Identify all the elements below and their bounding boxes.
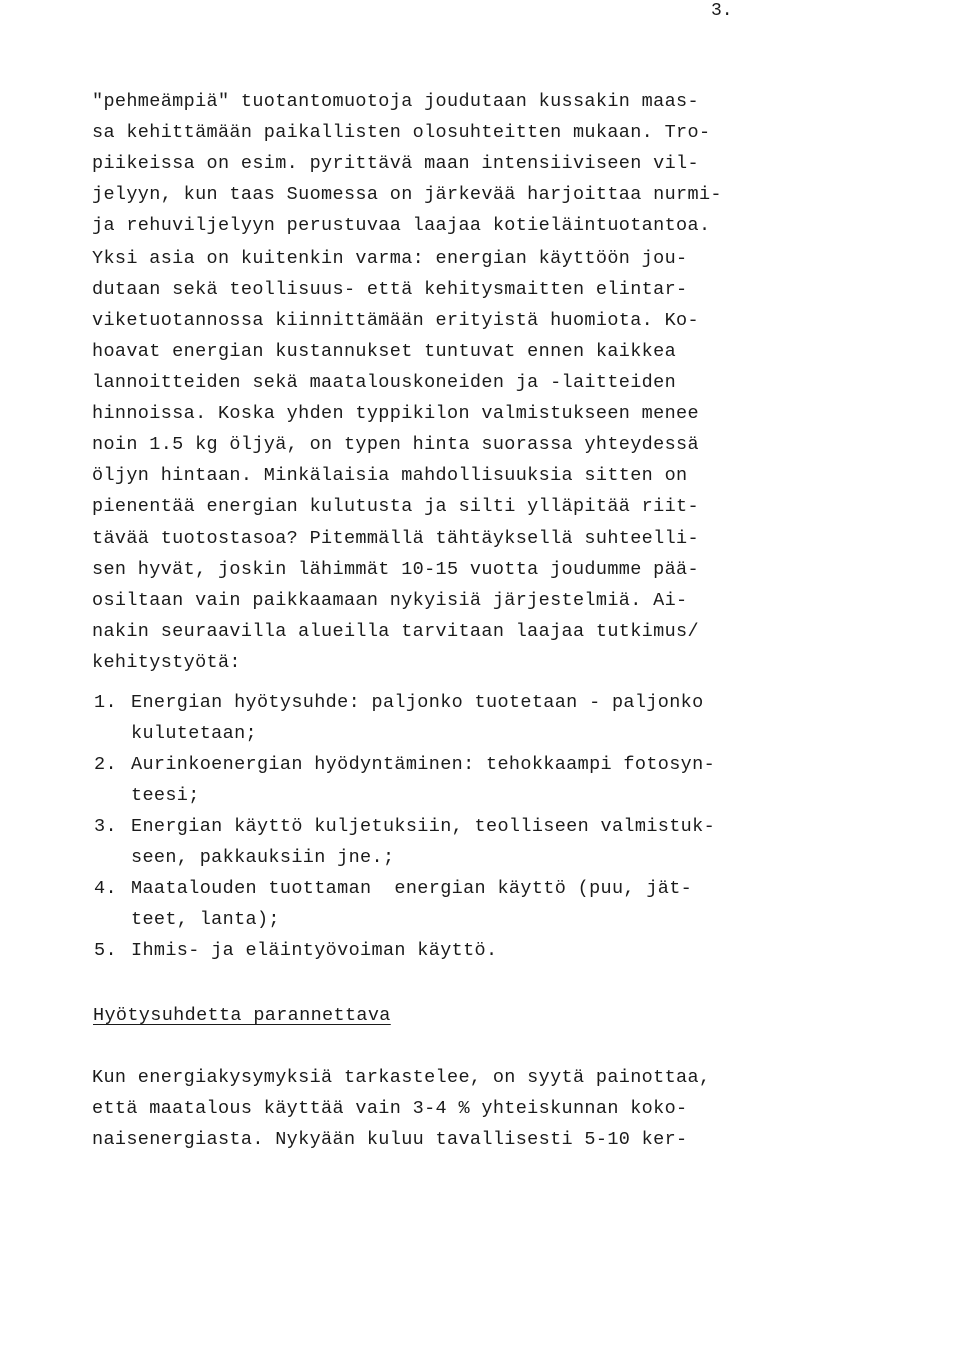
text-line: nakin seuraavilla alueilla tarvitaan laajaa tutkimus/	[92, 621, 699, 642]
list-item-text: Energian käyttö kuljetuksiin, teolliseen valmistuk-	[131, 816, 716, 837]
text-line: osiltaan vain paikkaamaan nykyisiä järjestelmiä. Ai-	[92, 590, 688, 611]
text-line: noin 1.5 kg öljyä, on typen hinta suorassa yhteydessä	[92, 434, 699, 455]
text-line: lannoitteiden sekä maatalouskoneiden ja -laitteiden	[92, 372, 677, 393]
list-item-text: kulutetaan;	[131, 723, 257, 744]
text-line: sen hyvät, joskin lähimmät 10-15 vuotta joudumme pää-	[92, 559, 699, 580]
list-item-text: Ihmis- ja eläintyövoiman käyttö.	[131, 940, 498, 961]
list-item-text: Aurinkoenergian hyödyntäminen: tehokkaampi fotosyn-	[131, 754, 716, 775]
text-line: piikeissa on esim. pyrittävä maan intensiiviseen vil-	[92, 153, 699, 174]
list-item-text: teesi;	[131, 785, 200, 806]
list-item-number: 2.	[94, 754, 117, 775]
text-line: hinnoissa. Koska yhden typpikilon valmistukseen menee	[92, 403, 699, 424]
list-item-text: Energian hyötysuhde: paljonko tuotetaan - paljonko	[131, 692, 704, 713]
page-number: 3.	[711, 1, 733, 21]
text-line: dutaan sekä teollisuus- että kehitysmaitten elintar-	[92, 279, 688, 300]
text-line: Kun energiakysymyksiä tarkastelee, on syytä painottaa,	[92, 1067, 711, 1088]
text-line: "pehmeämpiä" tuotantomuotoja joudutaan kussakin maas-	[92, 91, 699, 112]
list-item-text: Maatalouden tuottaman energian käyttö (puu, jät-	[131, 878, 693, 899]
text-line: että maatalous käyttää vain 3-4 % yhteiskunnan koko-	[92, 1098, 688, 1119]
list-item-text: seen, pakkauksiin jne.;	[131, 847, 395, 868]
list-item-number: 5.	[94, 940, 117, 961]
text-line: tävää tuotostasoa? Pitemmällä tähtäyksellä suhteelli-	[92, 528, 699, 549]
text-line: sa kehittämään paikallisten olosuhteitten mukaan. Tro-	[92, 122, 711, 143]
list-item-number: 3.	[94, 816, 117, 837]
list-item-text: teet, lanta);	[131, 909, 280, 930]
text-line: jelyyn, kun taas Suomessa on järkevää harjoittaa nurmi-	[92, 184, 722, 205]
text-line: naisenergiasta. Nykyään kuluu tavallisesti 5-10 ker-	[92, 1129, 688, 1150]
text-line: kehitystyötä:	[92, 652, 241, 673]
text-line: viketuotannossa kiinnittämään erityistä huomiota. Ko-	[92, 310, 699, 331]
text-line: Yksi asia on kuitenkin varma: energian käyttöön jou-	[92, 248, 688, 269]
section-heading: Hyötysuhdetta parannettava	[93, 1005, 391, 1026]
text-line: pienentää energian kulutusta ja silti ylläpitää riit-	[92, 496, 699, 517]
text-line: öljyn hintaan. Minkälaisia mahdollisuuksia sitten on	[92, 465, 688, 486]
list-item-number: 4.	[94, 878, 117, 899]
list-item-number: 1.	[94, 692, 117, 713]
text-line: ja rehuviljelyyn perustuvaa laajaa kotieläintuotantoa.	[92, 215, 711, 236]
text-line: hoavat energian kustannukset tuntuvat ennen kaikkea	[92, 341, 677, 362]
